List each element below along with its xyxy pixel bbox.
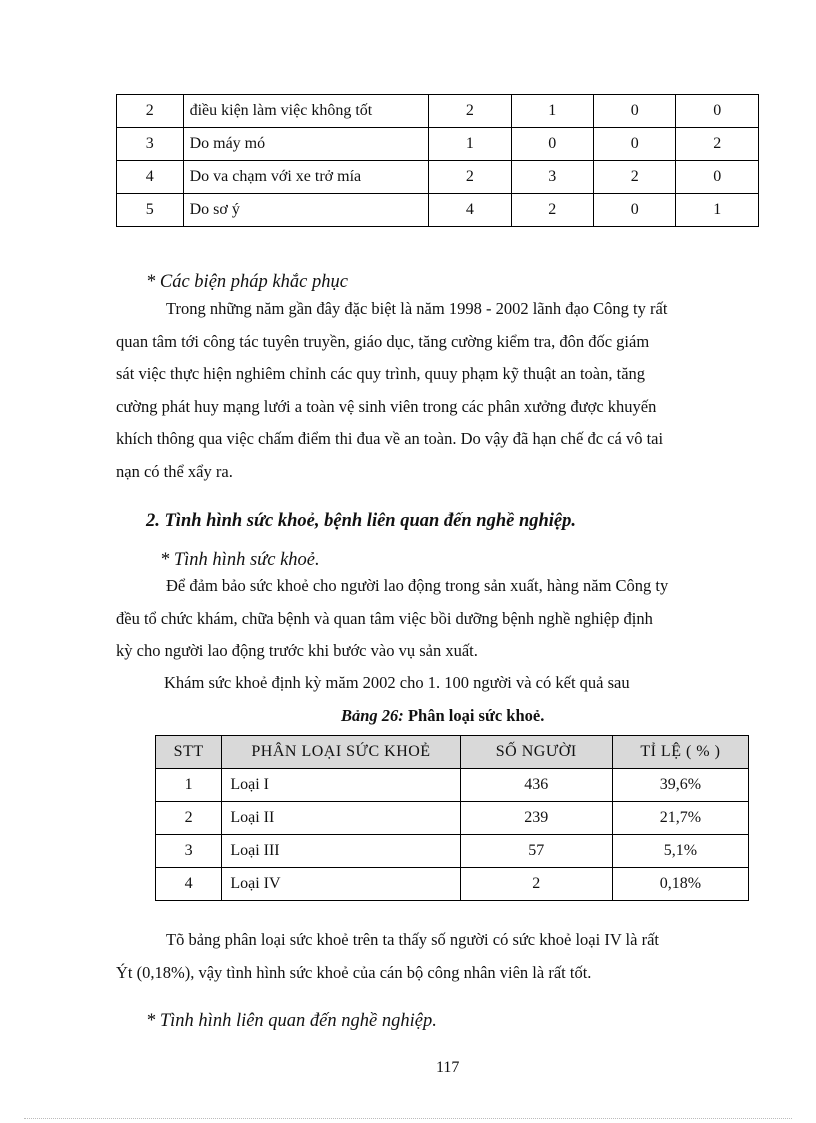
- row-stt: 5: [117, 194, 184, 227]
- row-stt: 3: [117, 128, 184, 161]
- table-caption: [341, 700, 544, 733]
- row-value: 2: [429, 161, 511, 194]
- measures-heading: * Các biện pháp khắc phục: [146, 272, 348, 292]
- row-count: 2: [460, 868, 612, 901]
- row-cause: Do va chạm với xe trở mía: [183, 161, 429, 194]
- row-value: 1: [511, 95, 593, 128]
- paragraph-line: quan tâm tới công tác tuyên truyền, giáo dục, tăng cường kiểm tra, đôn đốc giám: [116, 331, 650, 351]
- caption-text: Phân loại sức khoẻ.: [403, 706, 545, 725]
- row-type: Loại I: [222, 769, 460, 802]
- row-type: Loại III: [222, 835, 460, 868]
- accident-causes-table: [116, 94, 759, 227]
- paragraph-line: đều tổ chức khám, chữa bệnh và quan tâm việc bồi dưỡng bệnh nghề nghiệp định: [116, 608, 653, 628]
- row-value: 0: [676, 161, 759, 194]
- table-row: [156, 868, 749, 901]
- row-value: 0: [594, 128, 676, 161]
- row-type: Loại II: [222, 802, 460, 835]
- row-value: 0: [676, 95, 759, 128]
- row-cause: Do sơ ý: [183, 194, 429, 227]
- measures-paragraph: [116, 293, 758, 489]
- row-value: 0: [511, 128, 593, 161]
- row-value: 2: [594, 161, 676, 194]
- table-row: [156, 769, 749, 802]
- row-stt: 3: [156, 835, 222, 868]
- row-value: 2: [429, 95, 511, 128]
- paragraph-line: Ýt (0,18%), vậy tình hình sức khoẻ của cán bộ công nhân viên là rất tốt.: [116, 962, 592, 982]
- row-count: 57: [460, 835, 612, 868]
- row-type: Loại IV: [222, 868, 460, 901]
- row-stt: 2: [156, 802, 222, 835]
- caption-label: Bảng 26:: [341, 706, 404, 725]
- row-value: 2: [676, 128, 759, 161]
- row-value: 0: [594, 95, 676, 128]
- row-stt: 4: [156, 868, 222, 901]
- paragraph-line: Tõ bảng phân loại sức khoẻ trên ta thấy số người có sức khoẻ loại IV là rất: [166, 930, 659, 949]
- paragraph-line: cường phát huy mạng lưới a toàn vệ sinh viên trong các phân xưởng được khuyến: [116, 396, 657, 416]
- health-paragraph: [116, 570, 758, 668]
- row-value: 4: [429, 194, 511, 227]
- page-edge-divider: [24, 1118, 792, 1119]
- row-value: 1: [676, 194, 759, 227]
- row-stt: 1: [156, 769, 222, 802]
- conclusion-paragraph: [116, 924, 758, 989]
- row-value: 3: [511, 161, 593, 194]
- occupational-heading: * Tình hình liên quan đến nghề nghiệp.: [146, 1011, 437, 1031]
- page-number: 117: [436, 1059, 460, 1076]
- table-row: [117, 161, 759, 194]
- row-percent: 39,6%: [612, 769, 748, 802]
- table-row: [117, 95, 759, 128]
- paragraph-line: Trong những năm gần đây đặc biệt là năm 1998 - 2002 lãnh đạo Công ty rất: [166, 299, 668, 318]
- paragraph-line: sát việc thực hiện nghiêm chỉnh các quy trình, quuy phạm kỹ thuật an toàn, tăng: [116, 364, 646, 384]
- row-value: 2: [511, 194, 593, 227]
- paragraph-line: kỳ cho người lao động trước khi bước vào vụ sản xuất.: [116, 641, 478, 661]
- header-percent: TỈ LỆ ( % ): [612, 736, 748, 769]
- row-value: 0: [594, 194, 676, 227]
- row-stt: 4: [117, 161, 184, 194]
- exam-intro: Khám sức khoẻ định kỳ măm 2002 cho 1. 100 người và có kết quả sau: [164, 673, 630, 692]
- table-header-row: [156, 736, 749, 769]
- table-row: [156, 802, 749, 835]
- header-type: PHÂN LOẠI SỨC KHOẺ: [222, 736, 460, 769]
- header-count: SỐ NGƯỜI: [460, 736, 612, 769]
- header-stt: STT: [156, 736, 222, 769]
- health-classification-table: [155, 735, 749, 901]
- table-row: [156, 835, 749, 868]
- health-subheading: * Tình hình sức khoẻ.: [160, 550, 320, 570]
- row-cause: Do máy mó: [183, 128, 429, 161]
- row-count: 239: [460, 802, 612, 835]
- row-percent: 0,18%: [612, 868, 748, 901]
- row-cause: điều kiện làm việc không tốt: [183, 95, 429, 128]
- row-percent: 5,1%: [612, 835, 748, 868]
- section-heading: 2. Tình hình sức khoẻ, bệnh liên quan đến nghề nghiệp.: [146, 511, 577, 531]
- paragraph-line: khích thông qua việc chấm điểm thi đua về an toàn. Do vậy đã hạn chế đc cá vô tai: [116, 429, 664, 449]
- table-row: [117, 128, 759, 161]
- table-row: [117, 194, 759, 227]
- row-percent: 21,7%: [612, 802, 748, 835]
- paragraph-line: Để đảm bảo sức khoẻ cho người lao động trong sản xuất, hàng năm Công ty: [166, 576, 669, 595]
- row-stt: 2: [117, 95, 184, 128]
- row-count: 436: [460, 769, 612, 802]
- paragraph-line: nạn có thể xẩy ra.: [116, 461, 233, 481]
- row-value: 1: [429, 128, 511, 161]
